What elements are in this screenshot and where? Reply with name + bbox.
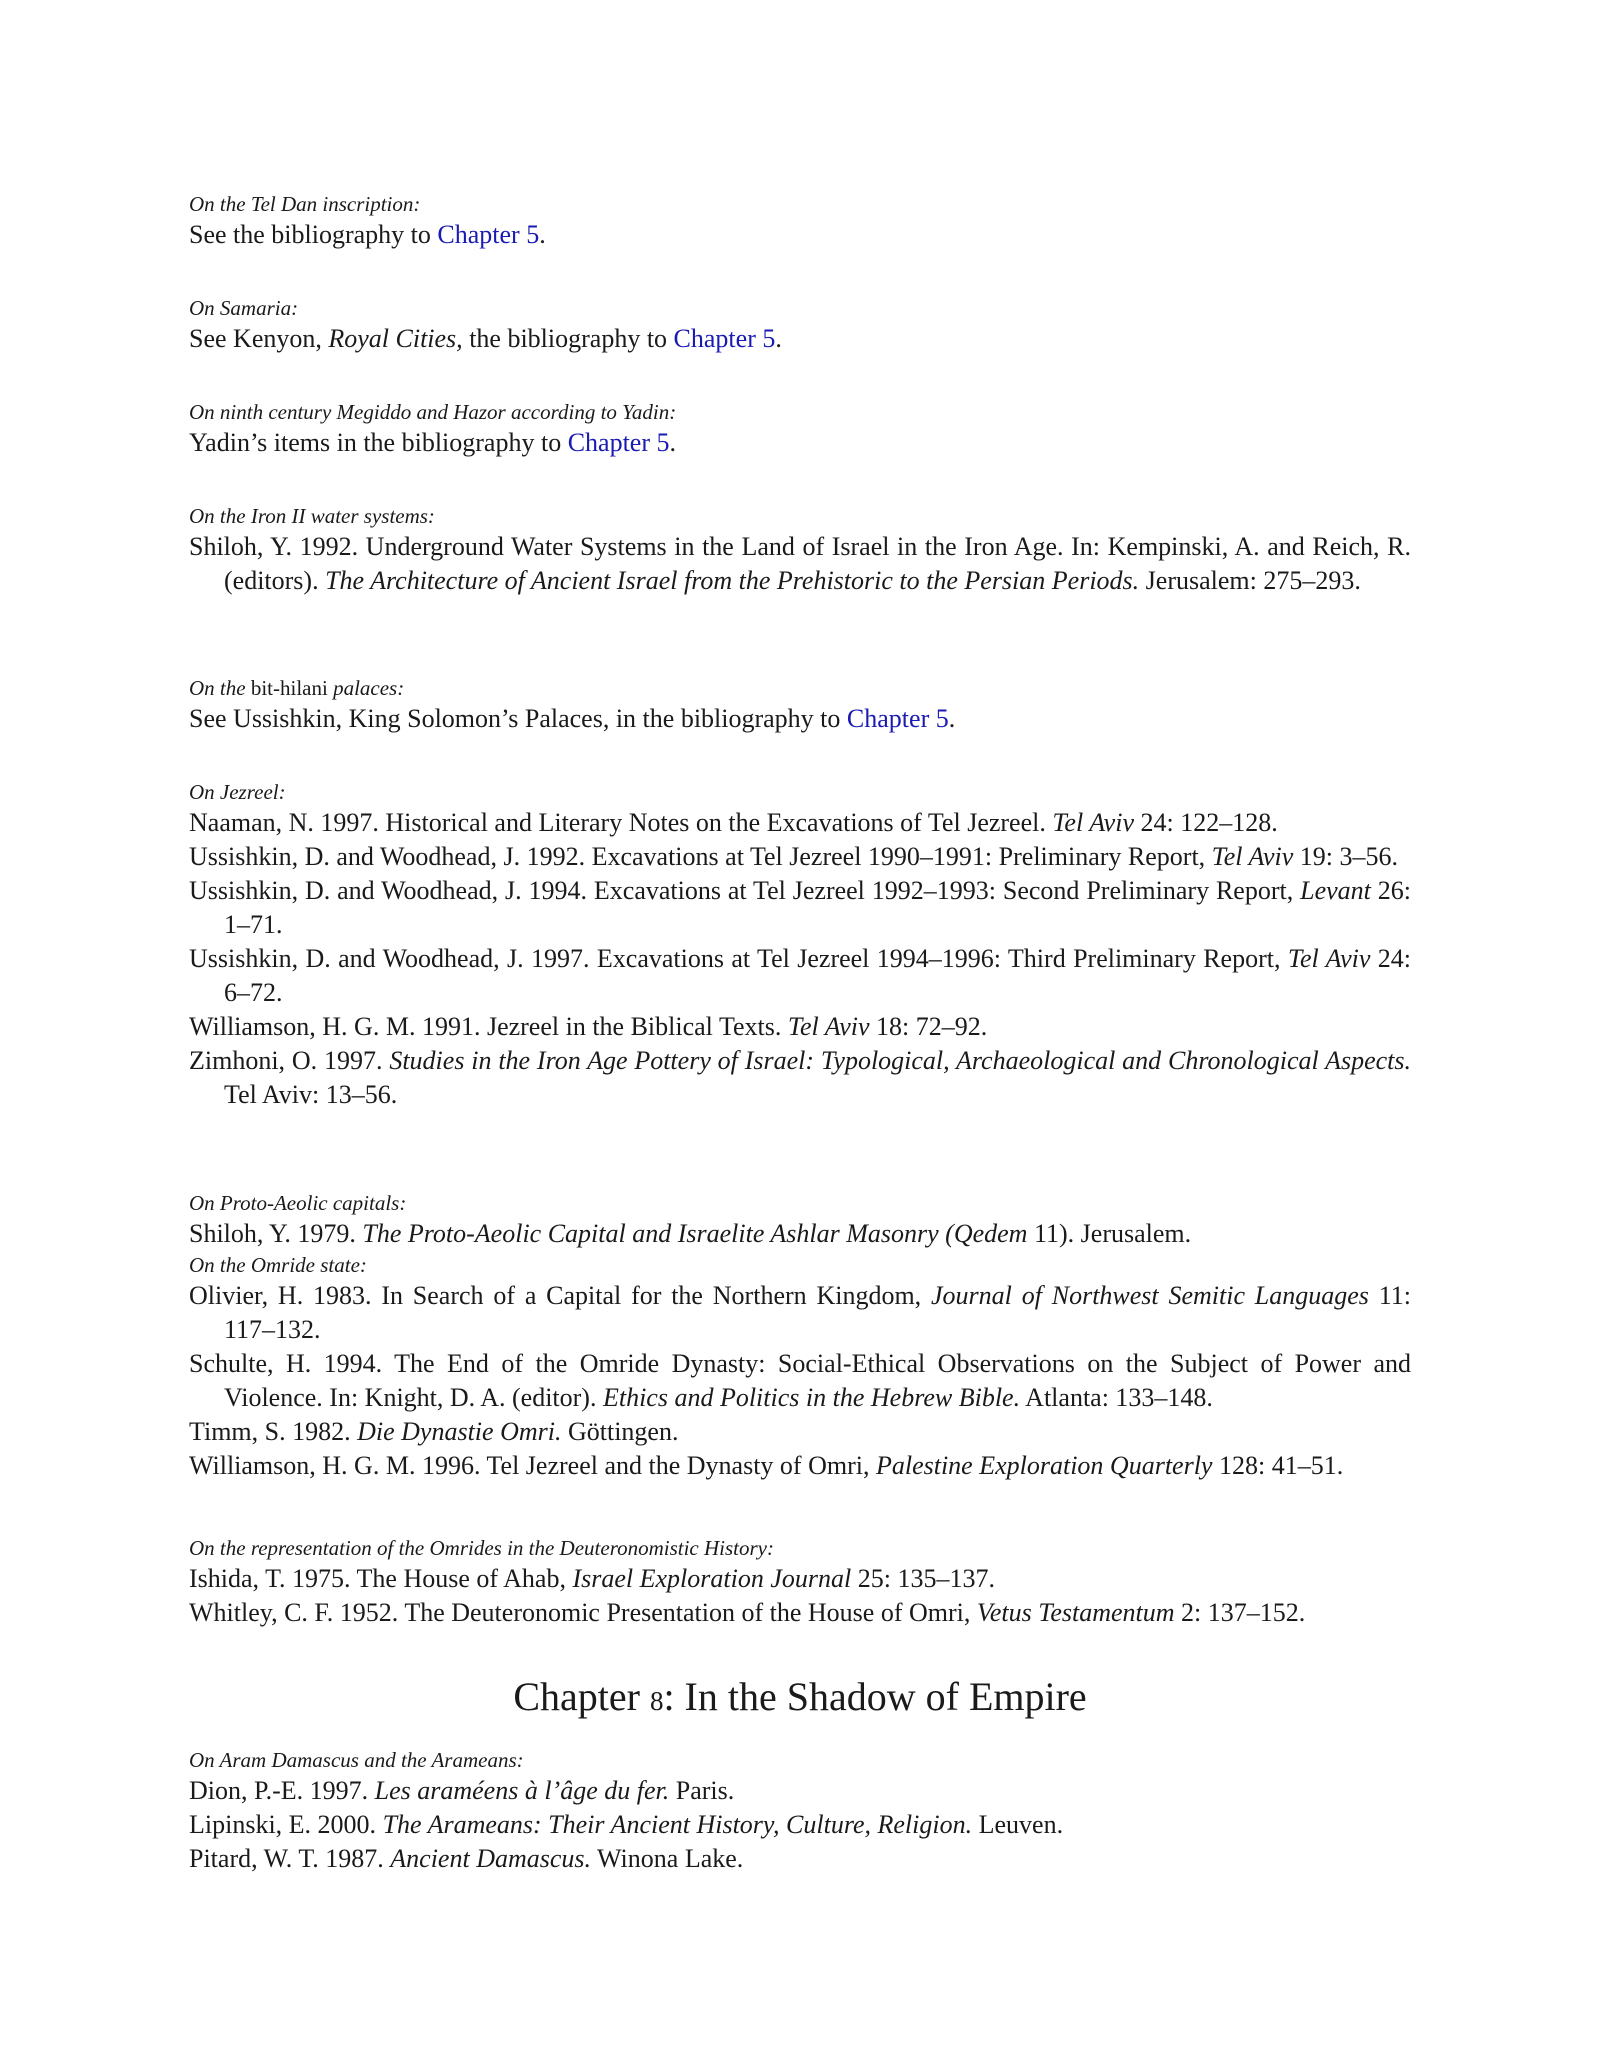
entry-title: Ancient Damascus. — [390, 1844, 592, 1873]
entry-text: See the bibliography to — [189, 220, 438, 249]
entry-text: Dion, P.-E. 1997. — [189, 1776, 375, 1805]
bib-entry — [189, 942, 1411, 1010]
chapter-5-link[interactable]: Chapter 5 — [846, 704, 949, 733]
entry-text: Jerusalem: 275–293. — [1139, 566, 1361, 595]
section-samaria — [189, 294, 1411, 356]
entry-title: Les araméens à l’âge du fer. — [374, 1776, 670, 1805]
entry-title: Tel Aviv — [1287, 944, 1371, 973]
heading-term: bit-hilani — [250, 676, 328, 700]
entry-title: The Architecture of Ancient Israel from the Prehistoric to the Persian Periods. — [325, 566, 1140, 595]
entry-text: Lipinski, E. 2000. — [189, 1810, 383, 1839]
entry-title: The Proto-Aeolic Capital and Israelite Ashlar Masonry (Qedem — [362, 1219, 1028, 1248]
bib-entry — [189, 1808, 1411, 1842]
entry-text: Paris. — [669, 1776, 735, 1805]
entry-text: Ussishkin, D. and Woodhead, J. 1994. Excavations at Tel Jezreel 1992–1993: Second Preliminary Report, — [189, 876, 1301, 905]
entry-title: Vetus Testamentum — [976, 1598, 1175, 1627]
section-proto-aeolic — [189, 1189, 1411, 1483]
entry-title: Tel Aviv — [787, 1012, 870, 1041]
section-bit-hilani — [189, 674, 1411, 736]
section-aram-damascus — [189, 1746, 1411, 1876]
entry-text: Göttingen. — [561, 1417, 679, 1446]
entry-text: See Kenyon, — [189, 324, 329, 353]
entry-text: Williamson, H. G. M. 1996. Tel Jezreel and the Dynasty of Omri, — [189, 1451, 876, 1480]
entry-text: Ishida, T. 1975. The House of Ahab, — [189, 1564, 573, 1593]
bib-entry — [189, 1279, 1411, 1347]
bib-entry — [189, 322, 1411, 356]
section-omrides-representation — [189, 1534, 1411, 1630]
entry-text: Whitley, C. F. 1952. The Deuteronomic Presentation of the House of Omri, — [189, 1598, 977, 1627]
entry-text: Shiloh, Y. 1979. — [189, 1219, 363, 1248]
bib-entry — [189, 1596, 1411, 1630]
bib-entry — [189, 1217, 1411, 1251]
bib-entry — [189, 1842, 1411, 1876]
entry-text: . — [669, 428, 677, 457]
chapter-5-link[interactable]: Chapter 5 — [673, 324, 776, 353]
entry-text: Atlanta: 133–148. — [1020, 1383, 1213, 1412]
entry-text: Tel Aviv: 13–56. — [224, 1080, 398, 1109]
bib-entry — [189, 1415, 1411, 1449]
section-heading: On Aram Damascus and the Arameans: — [189, 1748, 524, 1772]
chapter-name: : In the Shadow of Empire — [663, 1674, 1087, 1719]
entry-text: Ussishkin, D. and Woodhead, J. 1997. Excavations at Tel Jezreel 1994–1996: Third Preliminary Report, — [189, 944, 1288, 973]
entry-text: Timm, S. 1982. — [189, 1417, 358, 1446]
entry-text: 24: 122–128. — [1133, 808, 1278, 837]
entry-text: Naaman, N. 1997. Historical and Literary Notes on the Excavations of Tel Jezreel. — [189, 808, 1053, 837]
section-heading: On Proto-Aeolic capitals: — [189, 1191, 407, 1215]
entry-text: 18: 72–92. — [869, 1012, 988, 1041]
entry-text: 11). Jerusalem. — [1027, 1219, 1192, 1248]
chapter-prefix: Chapter — [513, 1674, 650, 1719]
entry-text: . — [539, 220, 546, 249]
chapter-5-link[interactable]: Chapter 5 — [437, 220, 540, 249]
chapter-title — [189, 1672, 1411, 1726]
section-heading: On Samaria: — [189, 296, 299, 320]
entry-text: 25: 135–137. — [851, 1564, 995, 1593]
heading-text: On the — [189, 676, 251, 700]
entry-title: Royal Cities, — [328, 324, 463, 353]
entry-title: Tel Aviv — [1211, 842, 1294, 871]
entry-title: Ethics and Politics in the Hebrew Bible. — [602, 1383, 1021, 1412]
section-heading: On the Iron II water systems: — [189, 504, 435, 528]
chapter-5-link[interactable]: Chapter 5 — [567, 428, 670, 457]
section-jezreel — [189, 778, 1411, 1112]
entry-text: Ussishkin, D. and Woodhead, J. 1992. Excavations at Tel Jezreel 1990–1991: Preliminary Report, — [189, 842, 1212, 871]
entry-text: 19: 3–56. — [1293, 842, 1399, 871]
bib-entry — [189, 1010, 1411, 1044]
heading-text: palaces: — [327, 676, 405, 700]
section-heading: On Jezreel: — [189, 780, 286, 804]
entry-text: Leuven. — [972, 1810, 1064, 1839]
bib-entry — [189, 530, 1411, 598]
section-heading-omride: On the Omride state: — [189, 1253, 367, 1277]
entry-title: Israel Exploration Journal — [572, 1564, 852, 1593]
entry-text: 26: 1–71. — [224, 876, 1411, 939]
entry-text: 11: 117–132. — [224, 1281, 1411, 1344]
bib-entry — [189, 1449, 1411, 1483]
entry-text: Schulte, H. 1994. The End of the Omride Dynasty: Social-Ethical Observations on the Subject of Power and Violence. In: Knight, D. A. (editor). — [189, 1349, 1411, 1412]
bib-entry — [189, 874, 1411, 942]
bib-entry — [189, 1044, 1411, 1112]
section-heading: On the Tel Dan inscription: — [189, 192, 421, 216]
entry-title: Journal of Northwest Semitic Languages — [931, 1281, 1369, 1310]
bib-entry — [189, 806, 1411, 840]
entry-text: 2: 137–152. — [1174, 1598, 1306, 1627]
entry-text: Winona Lake. — [591, 1844, 744, 1873]
bib-entry — [189, 1562, 1411, 1596]
entry-text: the bibliography to — [462, 324, 674, 353]
entry-text: Pitard, W. T. 1987. — [189, 1844, 391, 1873]
entry-title: Palestine Exploration Quarterly — [875, 1451, 1213, 1480]
entry-text: Zimhoni, O. 1997. — [189, 1046, 390, 1075]
section-heading — [189, 674, 1411, 702]
section-heading: On ninth century Megiddo and Hazor according to Yadin: — [189, 400, 677, 424]
entry-text: . — [948, 704, 956, 733]
entry-title: The Arameans: Their Ancient History, Culture, Religion. — [382, 1810, 973, 1839]
section-water-systems — [189, 502, 1411, 598]
entry-title: Studies in the Iron Age Pottery of Israel: Typological, Archaeological and Chronological Aspects. — [389, 1046, 1411, 1075]
entry-text: Williamson, H. G. M. 1991. Jezreel in the Biblical Texts. — [189, 1012, 788, 1041]
entry-text: 128: 41–51. — [1212, 1451, 1344, 1480]
entry-text: See Ussishkin, King Solomon’s Palaces, in the bibliography to — [189, 704, 847, 733]
entry-text: . — [775, 324, 782, 353]
bib-entry — [189, 1347, 1411, 1415]
chapter-number: 8 — [649, 1686, 664, 1716]
bib-entry — [189, 218, 1411, 252]
entry-title: Tel Aviv — [1052, 808, 1134, 837]
entry-text: Yadin’s items in the bibliography to — [189, 428, 568, 457]
section-megiddo-hazor — [189, 398, 1411, 460]
section-heading: On the representation of the Omrides in the Deuteronomistic History: — [189, 1536, 774, 1560]
bib-entry — [189, 840, 1411, 874]
bib-entry — [189, 1774, 1411, 1808]
section-tel-dan — [189, 190, 1411, 252]
entry-text: Shiloh, Y. 1992. Underground Water Systems in the Land of Israel in the Iron Age. In: Kempinski, A. and Reich, R. (editors). — [189, 532, 1411, 595]
entry-text: 24: 6–72. — [224, 944, 1411, 1007]
entry-title: Levant — [1300, 876, 1371, 905]
entry-text: Olivier, H. 1983. In Search of a Capital for the Northern Kingdom, — [189, 1281, 931, 1310]
bib-entry — [189, 426, 1411, 460]
bib-entry — [189, 702, 1411, 736]
entry-title: Die Dynastie Omri. — [357, 1417, 562, 1446]
